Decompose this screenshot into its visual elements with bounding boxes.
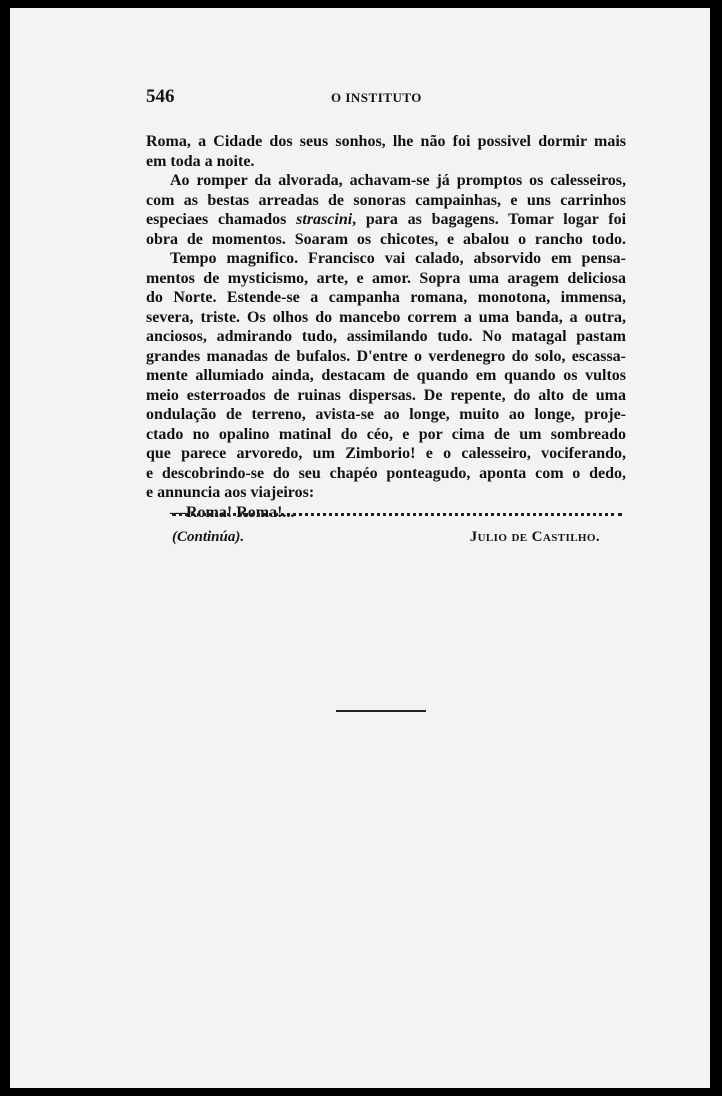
end-rule: [336, 710, 426, 712]
text-line: ctado no opalino matinal do céo, e por cima de um sombreado: [146, 425, 626, 443]
text-line: que parece arvoredo, um Zimborio! e o calesseiro, vociferando,: [146, 445, 626, 462]
page-number: 546: [146, 86, 175, 107]
text-line: e annuncia aos viajeiros:: [146, 484, 315, 501]
text-line: em toda a noite.: [146, 152, 255, 170]
text-line: mente allumiado ainda, destacam de quando em quando os vultos: [146, 367, 626, 384]
body-text: [146, 132, 626, 522]
text-line: grandes manadas de bufalos. D'entre o verdenegro do solo, escassa-: [146, 347, 626, 365]
scanned-page: [10, 8, 710, 1088]
page-header: [146, 86, 626, 110]
text-line: ondulação de terreno, avista-se ao longe, muito ao longe, proje-: [146, 406, 626, 423]
text-line: obra de momentos. Soaram os chicotes, e abalou o rancho todo.: [146, 230, 626, 248]
text-line: —Roma! Roma!...: [170, 503, 295, 521]
signature-block: [172, 529, 600, 551]
text-line: Tempo magnifico. Francisco vai calado, absorvido em pensa-: [170, 250, 626, 267]
text-line: meio esterroados de ruinas dispersas. De repente, do alto de uma: [146, 386, 626, 404]
text-line: Ao romper da alvorada, achavam-se já promptos os calesseiros,: [170, 172, 626, 189]
text-line: e descobrindo-se do seu chapéo ponteagudo, aponta com o dedo,: [146, 464, 626, 482]
running-title: O INSTITUTO: [331, 90, 422, 105]
text-line: anciosos, admirando tudo, assimilando tudo. No matagal pastam: [146, 328, 626, 345]
text-line: Roma, a Cidade dos seus sonhos, lhe não foi possivel dormir mais: [146, 133, 626, 150]
text-line: mentos de mysticismo, arte, e amor. Sopra uma aragem deliciosa: [146, 269, 626, 287]
text-line: do Norte. Estende-se a campanha romana, monotona, immensa,: [146, 289, 626, 306]
text-line: com as bestas arreadas de sonoras campainhas, e uns carrinhos: [146, 191, 626, 209]
text-line: especiaes chamados strascini, para as bagagens. Tomar logar foi: [146, 211, 627, 228]
dotted-separator: [172, 513, 622, 516]
author-name: Julio de Castilho.: [469, 529, 600, 545]
continued-note: (Continúa).: [172, 529, 245, 545]
text-line: severa, triste. Os olhos do mancebo correm a uma banda, a outra,: [146, 308, 626, 326]
